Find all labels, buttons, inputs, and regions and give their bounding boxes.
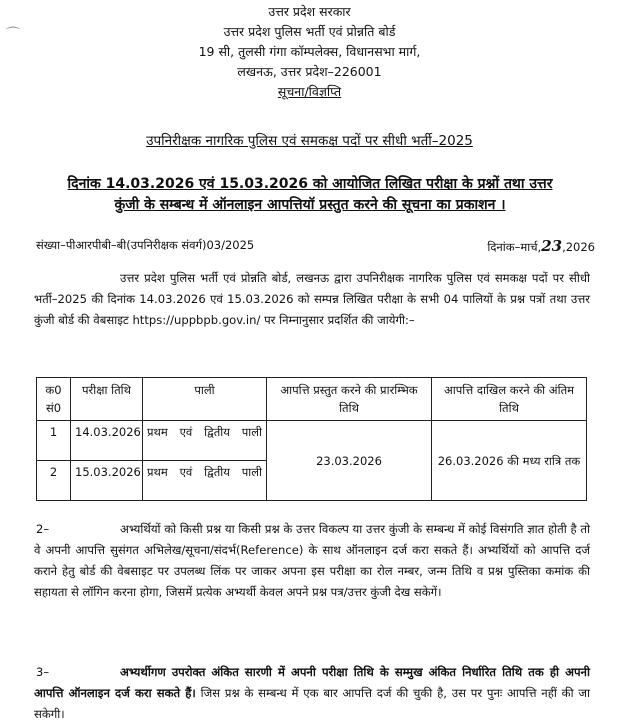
reference-number: संख्या–पीआरपीबी–बी(उपनिरीक्षक संवर्ग)03/2025 (36, 238, 255, 252)
date-suffix: ,2026 (562, 240, 595, 254)
intro-paragraph (34, 268, 590, 331)
para-3-number: 3– (36, 665, 50, 679)
row-date: 14.03.2026 (71, 421, 143, 461)
header-start-date: आपत्ति प्रस्तुत करने की प्रारम्भिक तिथि (267, 378, 432, 421)
row-shift: प्रथम एवं द्वितीय पाली (143, 461, 267, 501)
end-date-cell: 26.03.2026 की मध्य रात्रि तक (432, 421, 587, 501)
paragraph-3-rest: जिस प्रश्न के सम्बन्ध में एक बार आपत्ति दर्ज की चुकी है, उस पर पुनः आपत्ति नहीं की जा सकेगी। (34, 686, 590, 721)
website-link[interactable]: https://uppbpb.gov.in/ (132, 313, 261, 327)
header-sno: क0 सं0 (37, 378, 71, 421)
header-government: उत्तर प्रदेश सरकार (268, 4, 351, 19)
paragraph-2 (34, 519, 590, 603)
row-date: 15.03.2026 (71, 461, 143, 501)
schedule-table (36, 377, 587, 501)
date-prefix: दिनांक–मार्च, (487, 240, 542, 254)
start-date-cell: 23.03.2026 (267, 421, 432, 501)
subtitle-line-2: कुंजी के सम्बन्ध में ऑनलाइन आपत्तियॉ प्रस्तुत करने की सूचना का प्रकाशन । (114, 197, 506, 213)
row-sno: 2 (37, 461, 71, 501)
intro-rest: पर निम्नानुसार प्रदर्शित की जायेगी:– (264, 313, 415, 327)
header-address: 19 सी, तुलसी गंगा कॉम्पलेक्स, विधानसभा मार्ग, (198, 44, 421, 59)
para-2-number: 2– (36, 522, 50, 536)
table-header-row (37, 378, 587, 421)
header-shift: पाली (143, 378, 267, 421)
paragraph-3 (34, 662, 590, 725)
row-shift: प्रथम एवं द्वितीय पाली (143, 421, 267, 461)
scan-mark: ⌒ (6, 27, 20, 43)
paragraph-2-text: अभ्यर्थियों को किसी प्रश्न या किसी प्रश्न के उत्तर विकल्प या उत्तर कुंजी के सम्बन्ध में कोई विसंगति ज्ञात होती है तो वे अपनी आपत्ति सुसंगत अभिलेख/सूचना/संदर्भ(Reference) के साथ ऑनलाइन दर्ज करा सकते हैं। अभ्यर्थियों को आपत्ति दर्ज कराने हेतु बोर्ड की वेबसाइट पर उपलब्ध लिंक पर जाकर अपना इस परीक्षा का रोल नम्बर, जन्म तिथि व प्रश्न पुस्तिका कमांक की सहायता से लॉगिन करना होगा, जिसमें प्रत्येक अभ्यर्थी केवल अपने प्रश्न पत्र/उत्तर कुंजी देख सकेगें। (34, 522, 590, 599)
header-notice-label: सूचना/विज्ञप्ति (277, 84, 342, 99)
table-row (37, 421, 587, 461)
header-end-date: आपत्ति दाखिल करने की अंतिम तिथि (432, 378, 587, 421)
paragraph-3-bold: अभ्यर्थीगण उपरोक्त अंकित सारणी में अपनी परीक्षा तिथि के सम्मुख अंकित निर्धारित तिथि तक ही अपनी आपत्ति ऑनलाइन दर्ज करा सकते हैं। (34, 665, 590, 700)
header-exam-date: परीक्षा तिथि (71, 378, 143, 421)
header-city: लखनऊ, उत्तर प्रदेश–226001 (237, 64, 382, 79)
notice-date (487, 237, 595, 255)
intro-text: उत्तर प्रदेश पुलिस भर्ती एवं प्रोन्नति बोर्ड, लखनऊ द्वारा उपनिरीक्षक नागरिक पुलिस एवं समकक्ष पदों पर सीधी भर्ती–2025 की दिनांक 14.03.2026 एवं 15.03.2026 को सम्पन्न लिखित परीक्षा के सभी 04 पालियों के प्रश्न पत्रों तथा उत्तर कुंजी बोर्ड की वेबसाइट (34, 271, 590, 327)
header-board: उत्तर प्रदेश पुलिस भर्ती एवं प्रोन्नति बोर्ड (223, 24, 396, 39)
page-title: उपनिरीक्षक नागरिक पुलिस एवं समकक्ष पदों पर सीधी भर्ती–2025 (146, 133, 473, 149)
row-sno: 1 (37, 421, 71, 461)
date-day: 23 (541, 237, 563, 255)
subtitle-line-1: दिनांक 14.03.2026 एवं 15.03.2026 को आयोजित लिखित परीक्षा के प्रश्नों तथा उत्तर (67, 176, 553, 192)
